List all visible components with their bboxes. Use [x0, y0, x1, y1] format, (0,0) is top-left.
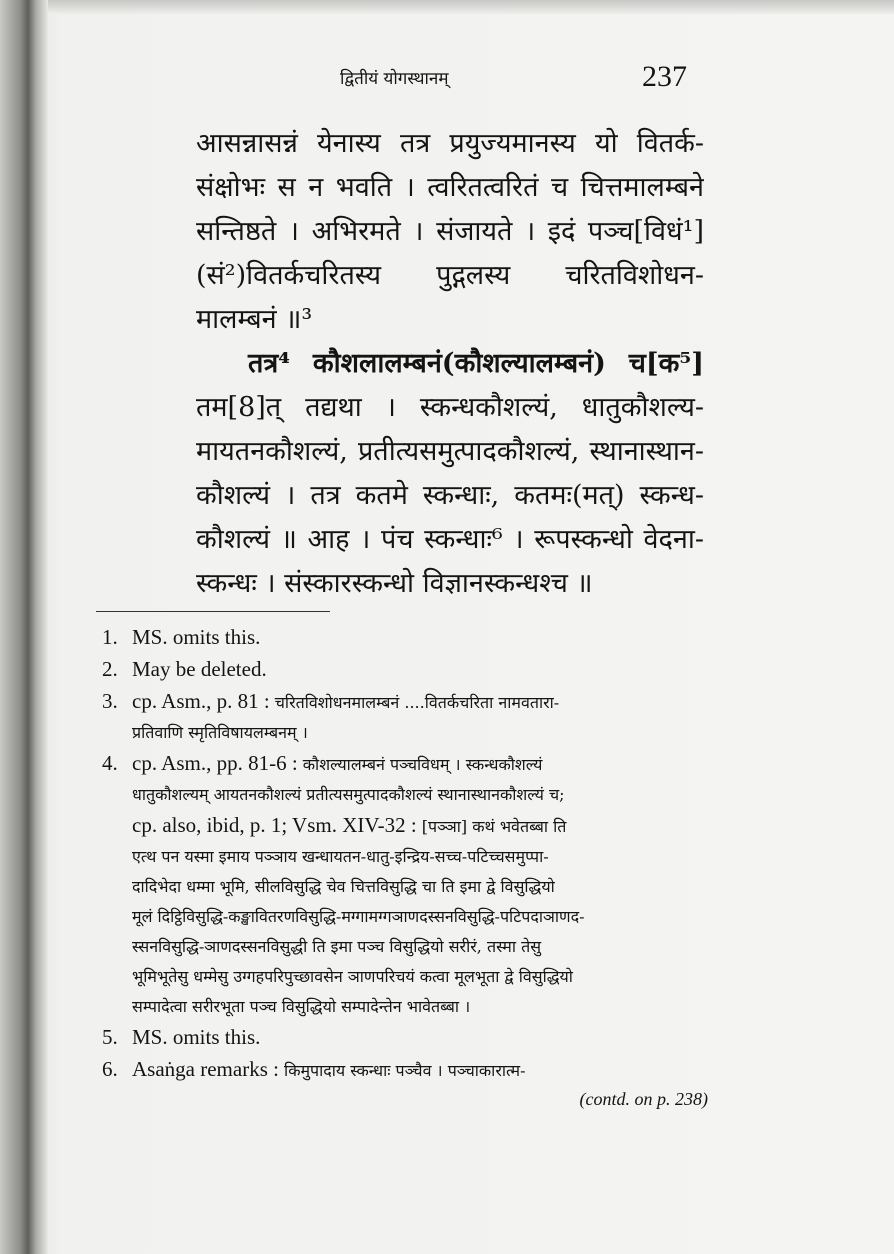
text-line: संक्षोभः स न भवति । त्वरितत्वरितं च चित्तमालम्बने: [196, 172, 704, 203]
footnote-6: [102, 1054, 708, 1086]
footnote-number: 6.: [102, 1057, 118, 1081]
footnote-number: 2.: [102, 657, 118, 681]
text-line: तत्र⁴ कौशलालम्बनं(कौशल्यालम्बनं) च[क⁵]: [248, 348, 704, 379]
footnote-sanskrit: चरितविशोधनमालम्बनं ....वितर्कचरिता नामवतारा-: [274, 693, 560, 712]
footnote-4-line: सम्पादेत्वा सरीरभूता पञ्च विसुद्धियो सम्पादेन्तेन भावेतब्बा ।: [132, 997, 471, 1016]
footnote-4-line: स्सनविसुद्धि-ञाणदस्सनविसुद्धी ति इमा पञ्च विसुद्धियो सरीरं, तस्मा तेसु: [132, 937, 542, 956]
footnote-4-line: भूमिभूतेसु धम्मेसु उग्गहपरिपुच्छावसेन ञाणपरिचयं कत्वा मूलभूता द्वे विसुद्धियो: [132, 967, 573, 986]
footnote-citation: Asaṅga remarks :: [132, 1057, 279, 1081]
footnote-number: 3.: [102, 689, 118, 713]
footnote-number: 1.: [102, 625, 118, 649]
main-text: [196, 122, 704, 606]
footnote-1: [102, 622, 708, 654]
footnote-number: 5.: [102, 1025, 118, 1049]
footnote-divider: [96, 611, 330, 612]
footnote-text: MS. omits this.: [132, 625, 261, 649]
footnote-5: [102, 1022, 708, 1054]
continued-note: (contd. on p. 238): [579, 1089, 708, 1109]
footnote-4: [102, 748, 708, 780]
footnote-text: May be deleted.: [132, 657, 267, 681]
text-line: आसन्नासन्नं येनास्य तत्र प्रयुज्यमानस्य यो वितर्क-: [196, 128, 704, 159]
footnote-citation: cp. also, ibid, p. 1; Vsm. XIV-32 :: [132, 813, 417, 837]
text-line: मालम्बनं ॥³: [196, 304, 313, 335]
footnote-3: [102, 686, 708, 718]
footnote-4-line: धातुकौशल्यम् आयतनकौशल्यं प्रतीत्यसमुत्पादकौशल्यं स्थानास्थानकौशल्यं च;: [132, 785, 565, 804]
footnote-4-line: एत्थ पन यस्मा इमाय पञ्ञाय खन्धायतन-धातु-इन्द्रिय-सच्च-पटिच्चसमुप्पा-: [132, 847, 549, 866]
footnotes: [102, 622, 708, 1112]
footnote-text: MS. omits this.: [132, 1025, 261, 1049]
page-number: 237: [642, 60, 687, 93]
footnote-4-line: [102, 810, 708, 842]
footnote-pali: [पञ्ञा] कथं भवेतब्बा ति: [421, 817, 567, 836]
footnote-3-continuation: प्रतिवाणि स्मृतिविषायलम्बनम् ।: [132, 723, 308, 742]
page-top-edge: [48, 0, 894, 14]
text-line: कौशल्यं । तत्र कतमे स्कन्धाः, कतमः(मत्) स्कन्ध-: [196, 480, 704, 511]
text-line: कौशल्यं ॥ आह । पंच स्कन्धाः⁶ । रूपस्कन्धो वेदना-: [196, 524, 704, 555]
running-head: द्वितीयं योगस्थानम्: [340, 69, 449, 89]
footnote-citation: cp. Asm., p. 81 :: [132, 689, 270, 713]
text-line: तम[8]त् तद्यथा । स्कन्धकौशल्यं, धातुकौशल्य-: [196, 392, 704, 423]
footnote-number: 4.: [102, 751, 118, 775]
book-spine-shadow: [0, 0, 48, 1254]
text-line: स्कन्धः । संस्कारस्कन्धो विज्ञानस्कन्धश्च ॥: [196, 568, 593, 599]
text-line: मायतनकौशल्यं, प्रतीत्यसमुत्पादकौशल्यं, स्थानास्थान-: [196, 436, 704, 467]
text-line: (सं²)वितर्कचरितस्य पुद्गलस्य चरितविशोधन-: [196, 260, 704, 291]
footnote-4-line: दादिभेदा धम्मा भूमि, सीलविसुद्धि चेव चित्तविसुद्धि चा ति इमा द्वे विसुद्धियो: [132, 877, 555, 896]
footnote-sanskrit: किमुपादाय स्कन्धाः पञ्चैव । पञ्चाकारात्म-: [284, 1061, 526, 1080]
text-line: सन्तिष्ठते । अभिरमते । संजायते । इदं पञ्च[विधं¹]: [196, 216, 704, 247]
footnote-2: [102, 654, 708, 686]
footnote-sanskrit: कौशल्यालम्बनं पञ्चविधम् । स्कन्धकौशल्यं: [302, 755, 543, 774]
footnote-4-line: मूलं दिट्ठिविसुद्धि-कङ्खावितरणविसुद्धि-मग्गामग्गञाणदस्सनविसुद्धि-पटिपदाञाणद-: [132, 907, 585, 926]
page-header: [0, 60, 894, 100]
footnote-citation: cp. Asm., pp. 81-6 :: [132, 751, 298, 775]
